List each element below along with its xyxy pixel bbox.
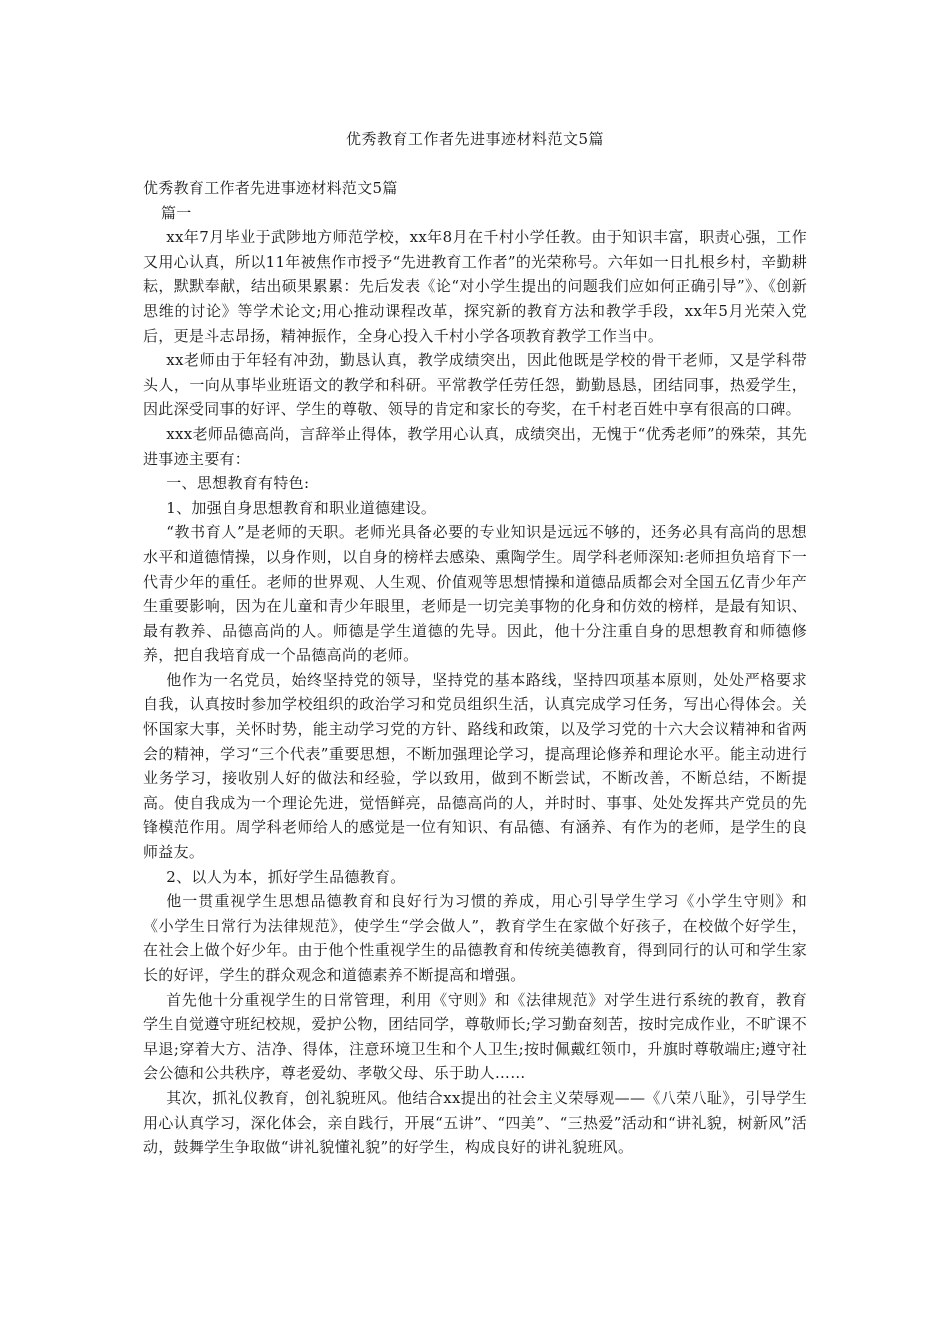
paragraph: 他一贯重视学生思想品德教育和良好行为习惯的养成，用心引导学生学习《小学生守则》和《小学生日常行为法律规范》，使学生“学会做人”，教育学生在家做个好孩子，在校做个好学生，在社会上做个好少年。由于他个性重视学生的品德教育和传统美德教育，得到同行的认可和学生家长的好评，学生的群众观念和道德素养不断提高和增强。 xyxy=(143,892,807,984)
subheading: 1、加强自身思想教育和职业道德建设。 xyxy=(166,498,437,517)
paragraph: 他作为一名党员，始终坚持党的领导，坚持党的基本路线，坚持四项基本原则，处处严格要求自我，认真按时参加学校组织的政治学习和党员组织生活，认真完成学习任务，写出心得体会。关怀国家大事，关怀时势，能主动学习党的方针、路线和政策，以及学习党的十六大会议精神和省两会的精神，学习“三个代表”重要思想，不断加强理论学习，提高理论修养和理论水平。能主动进行业务学习，接收别人好的做法和经验，学以致用，做到不断尝试，不断改善，不断总结，不断提高。使自我成为一个理论先进，觉悟鲜亮，品德高尚的人，并时时、事事、处处发挥共产党员的先锋模范作用。周学科老师给人的感觉是一位有知识、有品德、有涵养、有作为的老师，是学生的良师益友。 xyxy=(143,670,807,862)
subheading: 一、思想教育有特色: xyxy=(166,474,310,493)
paragraph: xx年7月毕业于武陟地方师范学校，xx年8月在千村小学任教。由于知识丰富，职责心强，工作又用心认真，所以11年被焦作市授予“先进教育工作者”的光荣称号。六年如一日扎根乡村，辛勤耕耘，默默奉献，结出硕果累累：先后发表《论“对小学生提出的问题我们应如何正确引导”》、《创新思维的讨论》等学术论文;用心推动课程改革，探究新的教育方法和教学手段，xx年5月光荣入党后，更是斗志昂扬，精神振作，全身心投入千村小学各项教育教学工作当中。 xyxy=(143,228,807,345)
paragraph: 其次，抓礼仪教育，创礼貌班风。他结合xx提出的社会主义荣辱观——《八荣八耻》，引导学生用心认真学习，深化体会，亲自践行，开展“五讲”、“四美”、“三热爱”活动和“讲礼貌，树新风”活动，鼓舞学生争取做“讲礼貌懂礼貌”的好学生，构成良好的讲礼貌班风。 xyxy=(143,1088,807,1157)
document-body xyxy=(143,176,807,1160)
section-heading: 篇一 xyxy=(161,203,192,222)
paragraph: xx老师由于年轻有冲劲，勤恳认真，教学成绩突出，因此他既是学校的骨干老师，又是学科带头人，一向从事毕业班语文的教学和科研。平常教学任劳任怨，勤勤恳恳，团结同事，热爱学生，因此深受同事的好评、学生的尊敬、领导的肯定和家长的夸奖，在千村老百姓中享有很高的口碑。 xyxy=(143,351,807,419)
paragraph: 首先他十分重视学生的日常管理，利用《守则》和《法律规范》对学生进行系统的教育，教育学生自觉遵守班纪校规，爱护公物，团结同学，尊敬师长;学习勤奋刻苦，按时完成作业，不旷课不早退;穿着大方、洁净、得体，注意环境卫生和个人卫生;按时佩戴红领巾，升旗时尊敬端庄;遵守社会公德和公共秩序，尊老爱幼、孝敬父母、乐于助人…… xyxy=(143,990,807,1083)
body-subtitle: 优秀教育工作者先进事迹材料范文5篇 xyxy=(143,179,398,197)
document-title: 优秀教育工作者先进事迹材料范文5篇 xyxy=(345,130,605,148)
subheading: 2、以人为本，抓好学生品德教育。 xyxy=(166,867,406,886)
paragraph: “教书育人”是老师的天职。老师光具备必要的专业知识是远远不够的，还务必具有高尚的思想水平和道德情操，以身作则，以自身的榜样去感染、熏陶学生。周学科老师深知:老师担负培育下一代青少年的重任。老师的世界观、人生观、价值观等思想情操和道德品质都会对全国五亿青少年产生重要影响，因为在儿童和青少年眼里，老师是一切完美事物的化身和仿效的榜样，是最有知识、最有教养、品德高尚的人。师德是学生道德的先导。因此，他十分注重自身的思想教育和师德修养，把自我培育成一个品德高尚的老师。 xyxy=(143,523,807,665)
paragraph: xxx老师品德高尚，言辞举止得体，教学用心认真，成绩突出，无愧于“优秀老师”的殊荣，其先进事迹主要有： xyxy=(143,424,807,468)
